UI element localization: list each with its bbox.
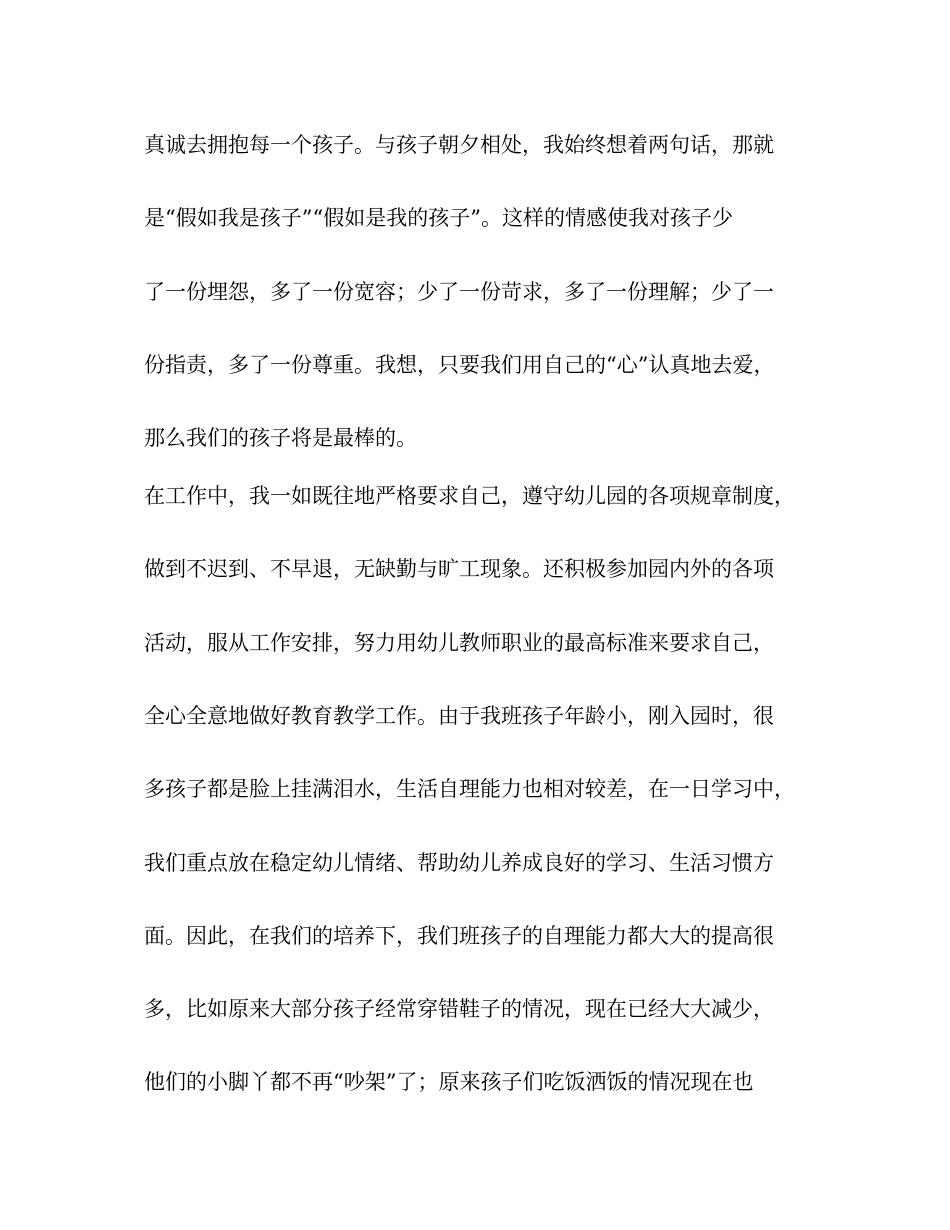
text-line: 全心全意地做好教育教学工作。由于我班孩子年龄小，刚入园时，很 [144, 704, 774, 728]
text-line: 做到不迟到、不早退，无缺勤与旷工现象。还积极参加园内外的各项 [144, 557, 774, 581]
text-line: 份指责，多了一份尊重。我想，只要我们用自己的“心”认真地去爱， [144, 353, 775, 377]
text-line: 面。因此，在我们的培养下，我们班孩子的自理能力都大大的提高很 [144, 924, 774, 948]
text-line: 多孩子都是脸上挂满泪水，生活自理能力也相对较差，在一日学习中， [144, 777, 795, 801]
text-line: 多，比如原来大部分孩子经常穿错鞋子的情况，现在已经大大减少， [144, 997, 774, 1021]
text-line: 真诚去拥抱每一个孩子。与孩子朝夕相处，我始终想着两句话，那就 [144, 133, 774, 157]
text-line: 是“假如我是孩子”“假如是我的孩子”。这样的情感使我对孩子少 [144, 206, 733, 230]
text-line: 我们重点放在稳定幼儿情绪、帮助幼儿养成良好的学习、生活习惯方 [144, 851, 774, 875]
text-line: 了一份埋怨，多了一份宽容；少了一份苛求，多了一份理解；少了一 [144, 280, 774, 304]
text-line: 在工作中，我一如既往地严格要求自己，遵守幼儿园的各项规章制度， [144, 484, 795, 508]
text-line: 那么我们的孩子将是最棒的。 [144, 426, 417, 450]
text-line: 他们的小脚丫都不再“吵架”了；原来孩子们吃饭洒饭的情况现在也 [144, 1070, 754, 1094]
text-line: 活动，服从工作安排，努力用幼儿教师职业的最高标准来要求自己， [144, 631, 774, 655]
